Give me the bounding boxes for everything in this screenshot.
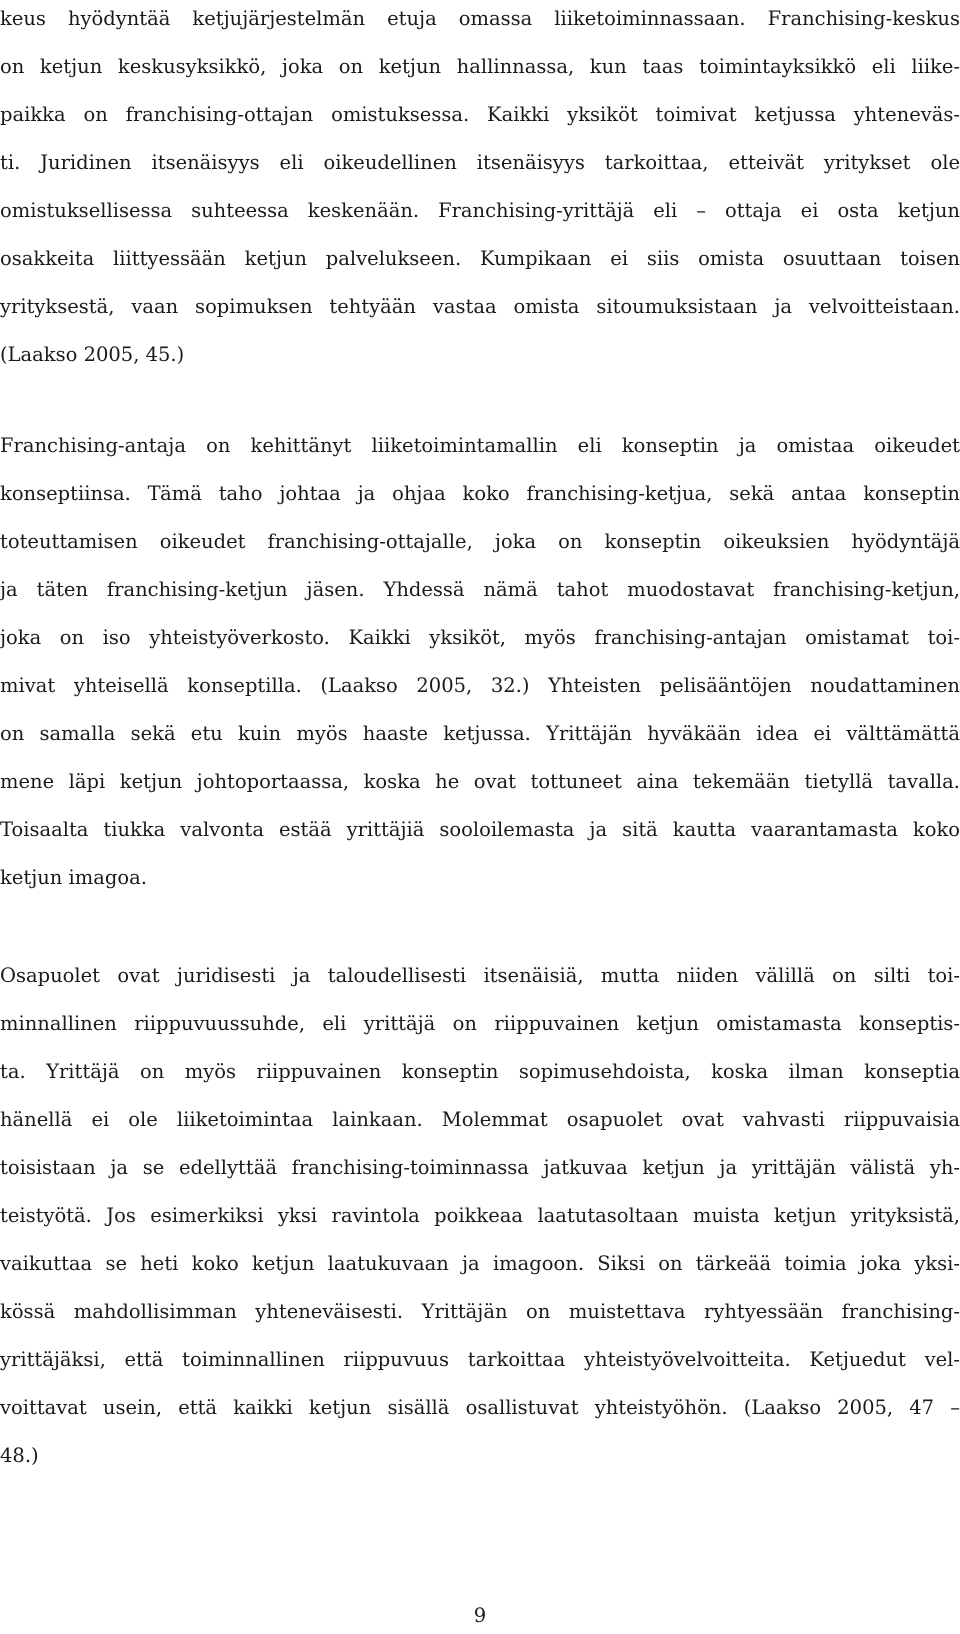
- text-line: ja täten franchising-ketjun jäsen. Yhdessä nämä tahot muodostavat franchising-ketjun,: [0, 578, 960, 601]
- text-line: konseptiinsa. Tämä taho johtaa ja ohjaa koko franchising-ketjua, sekä antaa konseptin: [0, 482, 960, 505]
- text-line: joka on iso yhteistyöverkosto. Kaikki yksiköt, myös franchising-antajan omistamat toi-: [0, 626, 960, 649]
- text-line: Osapuolet ovat juridisesti ja taloudellisesti itsenäisiä, mutta niiden välillä on silti toi-: [0, 964, 960, 987]
- text-line: ti. Juridinen itsenäisyys eli oikeudellinen itsenäisyys tarkoittaa, etteivät yritykset ole: [0, 151, 960, 174]
- page-number: 9: [473, 1604, 487, 1627]
- text-line: paikka on franchising-ottajan omistuksessa. Kaikki yksiköt toimivat ketjussa yhteneväs-: [0, 103, 960, 126]
- text-line: (Laakso 2005, 45.): [0, 343, 185, 366]
- text-line: voittavat usein, että kaikki ketjun sisällä osallistuvat yhteistyöhön. (Laakso 2005, 47 –: [0, 1396, 960, 1419]
- text-line: keus hyödyntää ketjujärjestelmän etuja omassa liiketoiminnassaan. Franchising-keskus: [0, 7, 960, 30]
- text-line: yrittäjäksi, että toiminnallinen riippuvuus tarkoittaa yhteistyövelvoitteita. Ketjuedut vel-: [0, 1348, 960, 1371]
- text-line: yrityksestä, vaan sopimuksen tehtyään vastaa omista sitoumuksistaan ja velvoitteistaan.: [0, 295, 960, 318]
- text-line: on samalla sekä etu kuin myös haaste ketjussa. Yrittäjän hyväkään idea ei välttämättä: [0, 722, 960, 745]
- paragraph-3: [0, 952, 960, 1480]
- text-line: minnallinen riippuvuussuhde, eli yrittäjä on riippuvainen ketjun omistamasta konseptis-: [0, 1012, 960, 1035]
- text-line: teistyötä. Jos esimerkiksi yksi ravintola poikkeaa laatutasoltaan muista ketjun yrityksistä,: [0, 1204, 960, 1227]
- paragraph-1: [0, 0, 960, 379]
- text-line: Franchising-antaja on kehittänyt liiketoimintamallin eli konseptin ja omistaa oikeudet: [0, 434, 960, 457]
- text-line: toisistaan ja se edellyttää franchising-toiminnassa jatkuvaa ketjun ja yrittäjän välistä yh-: [0, 1156, 960, 1179]
- text-line: ketjun imagoa.: [0, 866, 147, 889]
- text-line: on ketjun keskusyksikkö, joka on ketjun hallinnassa, kun taas toimintayksikkö eli liike-: [0, 55, 960, 78]
- text-line: ta. Yrittäjä on myös riippuvainen konseptin sopimusehdoista, koska ilman konseptia: [0, 1060, 960, 1083]
- text-line: mene läpi ketjun johtoportaassa, koska he ovat tottuneet aina tekemään tietyllä tavalla.: [0, 770, 960, 793]
- text-line: hänellä ei ole liiketoimintaa lainkaan. Molemmat osapuolet ovat vahvasti riippuvaisia: [0, 1108, 960, 1131]
- text-line: kössä mahdollisimman yhteneväisesti. Yrittäjän on muistettava ryhtyessään franchising-: [0, 1300, 960, 1323]
- text-line: toteuttamisen oikeudet franchising-ottajalle, joka on konseptin oikeuksien hyödyntäjä: [0, 530, 960, 553]
- text-line: Toisaalta tiukka valvonta estää yrittäjiä sooloilemasta ja sitä kautta vaarantamasta koko: [0, 818, 960, 841]
- text-line: omistuksellisessa suhteessa keskenään. Franchising-yrittäjä eli – ottaja ei osta ketjun: [0, 199, 960, 222]
- text-line: 48.): [0, 1444, 39, 1467]
- paragraph-2: [0, 422, 960, 902]
- text-line: mivat yhteisellä konseptilla. (Laakso 2005, 32.) Yhteisten pelisääntöjen noudattaminen: [0, 674, 960, 697]
- text-line: osakkeita liittyessään ketjun palvelukseen. Kumpikaan ei siis omista osuuttaan toisen: [0, 247, 960, 270]
- text-line: vaikuttaa se heti koko ketjun laatukuvaan ja imagoon. Siksi on tärkeää toimia joka yksi-: [0, 1252, 960, 1275]
